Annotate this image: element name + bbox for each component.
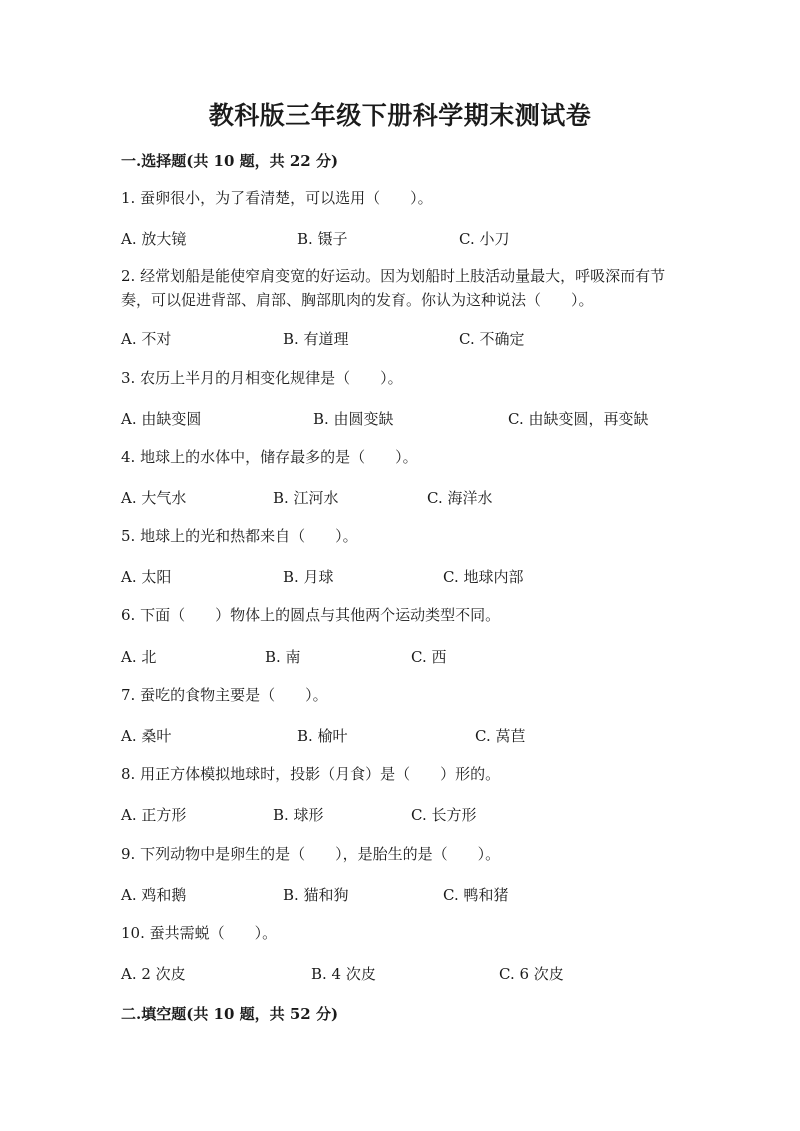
option-a: A. 2 次皮 xyxy=(121,965,186,983)
option-b: B. 镊子 xyxy=(297,230,348,248)
page-title: 教科版三年级下册科学期末测试卷 xyxy=(208,101,592,130)
option-c: C. 鸭和猪 xyxy=(443,886,509,904)
option-a: A. 不对 xyxy=(121,330,172,348)
options-10 xyxy=(121,963,701,985)
option-a: A. 由缺变圆 xyxy=(121,410,202,428)
option-c: C. 海洋水 xyxy=(427,489,493,507)
options-1 xyxy=(121,228,701,250)
section-heading-fill: 二.填空题(共 10 题，共 52 分) xyxy=(121,1005,339,1023)
question-7: 7. 蚕吃的食物主要是（ ）。 xyxy=(121,686,328,704)
option-a: A. 鸡和鹅 xyxy=(121,886,187,904)
question-2: 2. 经常划船是能使窄肩变宽的好运动。因为划船时上肢活动量最大，呼吸深而有节奏，可以促进背部、肩部、胸部肌肉的发育。你认为这种说法（ ）。 xyxy=(121,267,666,309)
question-1: 1. 蚕卵很小，为了看清楚，可以选用（ ）。 xyxy=(121,189,433,207)
options-6 xyxy=(121,646,701,668)
question-4: 4. 地球上的水体中，储存最多的是（ ）。 xyxy=(121,448,418,466)
option-c: C. 长方形 xyxy=(411,806,477,824)
question-9: 9. 下列动物中是卵生的是（ ），是胎生的是（ ）。 xyxy=(121,845,501,863)
option-c: C. 不确定 xyxy=(459,330,525,348)
option-a: A. 太阳 xyxy=(121,568,172,586)
option-c: C. 小刀 xyxy=(459,230,510,248)
question-5: 5. 地球上的光和热都来自（ ）。 xyxy=(121,527,358,545)
question-6: 6. 下面（ ）物体上的圆点与其他两个运动类型不同。 xyxy=(121,606,501,624)
options-4 xyxy=(121,487,701,509)
option-a: A. 北 xyxy=(121,648,157,666)
option-a: A. 桑叶 xyxy=(121,727,172,745)
option-b: B. 猫和狗 xyxy=(283,886,349,904)
option-a: A. 放大镜 xyxy=(121,230,187,248)
options-5 xyxy=(121,566,701,588)
option-c: C. 由缺变圆，再变缺 xyxy=(508,410,649,428)
option-c: C. 6 次皮 xyxy=(499,965,564,983)
option-a: A. 正方形 xyxy=(121,806,187,824)
option-c: C. 西 xyxy=(411,648,447,666)
option-b: B. 南 xyxy=(265,648,301,666)
options-7 xyxy=(121,725,701,747)
option-b: B. 江河水 xyxy=(273,489,339,507)
option-b: B. 4 次皮 xyxy=(311,965,376,983)
question-3: 3. 农历上半月的月相变化规律是（ ）。 xyxy=(121,369,403,387)
section-heading-choice: 一.选择题(共 10 题，共 22 分) xyxy=(121,152,339,170)
option-b: B. 月球 xyxy=(283,568,334,586)
option-c: C. 莴苣 xyxy=(475,727,526,745)
option-b: B. 榆叶 xyxy=(297,727,348,745)
option-b: B. 由圆变缺 xyxy=(313,410,394,428)
options-3 xyxy=(121,408,701,430)
option-b: B. 球形 xyxy=(273,806,324,824)
option-c: C. 地球内部 xyxy=(443,568,524,586)
question-10: 10. 蚕共需蜕（ ）。 xyxy=(121,924,278,942)
options-9 xyxy=(121,884,701,906)
option-a: A. 大气水 xyxy=(121,489,187,507)
options-2 xyxy=(121,328,701,350)
option-b: B. 有道理 xyxy=(283,330,349,348)
question-8: 8. 用正方体模拟地球时，投影（月食）是（ ）形的。 xyxy=(121,765,501,783)
options-8 xyxy=(121,804,701,826)
